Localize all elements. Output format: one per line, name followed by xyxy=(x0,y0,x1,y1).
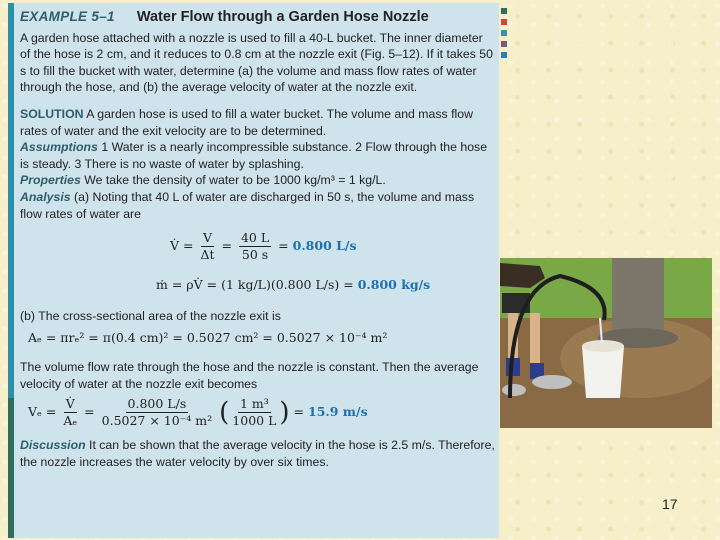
analysis-text: (a) Noting that 40 L of water are discharged in 50 s, the volume and mass flow rates of water are xyxy=(20,189,475,221)
part-b-text: (b) The cross-sectional area of the nozzle exit is xyxy=(20,308,281,323)
square-teal xyxy=(501,8,507,14)
discussion-label: Discussion xyxy=(20,438,86,453)
assumptions-label: Assumptions xyxy=(20,140,98,155)
discussion-text: It can be shown that the average velocity in the hose is 2.5 m/s. Therefore, the nozzle increases the water velocity by over six times. xyxy=(20,438,495,469)
garden-hose-photo xyxy=(500,258,712,428)
solution-label: SOLUTION xyxy=(20,106,84,121)
eq4-lhs: Vₑ = xyxy=(28,404,57,420)
eq4-eq1: = xyxy=(84,404,95,420)
eq4-den2: 0.5027 × 10⁻⁴ m² xyxy=(101,413,213,429)
eq1-lhs: V̇ = xyxy=(170,238,194,254)
square-red xyxy=(501,19,507,25)
example-panel xyxy=(8,3,499,538)
discussion-paragraph xyxy=(20,437,496,470)
equation-area xyxy=(28,330,496,347)
square-blue2 xyxy=(501,52,507,58)
equation-velocity xyxy=(28,396,496,429)
equation-mass-flow xyxy=(156,277,496,294)
properties-label: Properties xyxy=(20,173,81,188)
eq4-den3: 1000 L xyxy=(232,413,277,429)
constant-flow-paragraph: The volume flow rate through the hose and the nozzle is constant. Then the average velocity of water at the nozzle exit becomes xyxy=(20,359,479,391)
eq4-eq2: = xyxy=(293,404,305,420)
eq1-num1: V xyxy=(202,230,213,246)
analysis-paragraph xyxy=(20,189,496,222)
eq4-paren-close: ) xyxy=(279,397,290,428)
eq2-text: ṁ = ρV̇ = (1 kg/L)(0.800 L/s) = xyxy=(156,277,354,293)
eq1-num2: 40 L xyxy=(240,230,270,246)
eq4-paren-open: ( xyxy=(219,397,230,428)
example-label: EXAMPLE 5–1 xyxy=(20,9,115,24)
example-header xyxy=(20,9,496,26)
eq1-answer: 0.800 L/s xyxy=(292,238,357,254)
eq4-num1: V̇ xyxy=(65,396,75,412)
assumptions-text: 1 Water is a nearly incompressible substance. 2 Flow through the hose is steady. 3 There is no waste of water by splashing. xyxy=(20,140,488,171)
eq4-answer: 15.9 m/s xyxy=(308,404,368,420)
eq1-den1: Δt xyxy=(200,247,215,263)
eq1-frac2 xyxy=(239,230,271,263)
hose-bucket-illustration xyxy=(500,258,712,428)
eq1-frac1 xyxy=(200,230,214,263)
eq4-den1: Aₑ xyxy=(63,413,78,429)
example-title: Water Flow through a Garden Hose Nozzle xyxy=(136,9,429,25)
eq4-frac1 xyxy=(63,396,77,429)
left-accent-bar-lower xyxy=(8,398,14,538)
page-number: 17 xyxy=(662,496,678,512)
color-squares xyxy=(501,8,508,63)
solution-paragraph xyxy=(20,106,496,139)
eq2-answer: 0.800 kg/s xyxy=(357,277,431,293)
eq4-frac2 xyxy=(102,396,213,429)
eq3-text: Aₑ = πrₑ² = π(0.4 cm)² = 0.5027 cm² = 0.5027 × 10⁻⁴ m² xyxy=(28,330,388,346)
eq1-eq: = xyxy=(221,238,232,254)
properties-text: We take the density of water to be 1000 kg/m³ = 1 kg/L. xyxy=(84,173,386,188)
equation-volume-flow xyxy=(170,230,496,263)
example-content xyxy=(20,9,496,470)
eq4-num2: 0.800 L/s xyxy=(127,396,187,412)
analysis-label: Analysis xyxy=(20,189,71,204)
square-purple xyxy=(501,41,507,47)
eq1-eq2: = xyxy=(278,238,289,254)
solution-text: A garden hose is used to fill a water bucket. The volume and mass flow rates of water and the exit velocity are to be determined. xyxy=(20,106,473,138)
square-blue xyxy=(501,30,507,36)
eq4-frac3 xyxy=(232,396,276,429)
eq4-num3: 1 m³ xyxy=(239,396,269,412)
eq1-den2: 50 s xyxy=(241,247,269,263)
problem-statement: A garden hose attached with a nozzle is used to fill a 40-L bucket. The inner diameter of the hose is 2 cm, and it reduces to 0.8 cm at the nozzle exit (Fig. 5–12). If it takes 50 s to fill the bucket with water, determine (a) the volume and mass flow rates of water through the hose, and (b) the average velocity of water at the nozzle exit. xyxy=(20,30,493,95)
assumptions-paragraph xyxy=(20,139,496,172)
properties-paragraph xyxy=(20,172,496,189)
